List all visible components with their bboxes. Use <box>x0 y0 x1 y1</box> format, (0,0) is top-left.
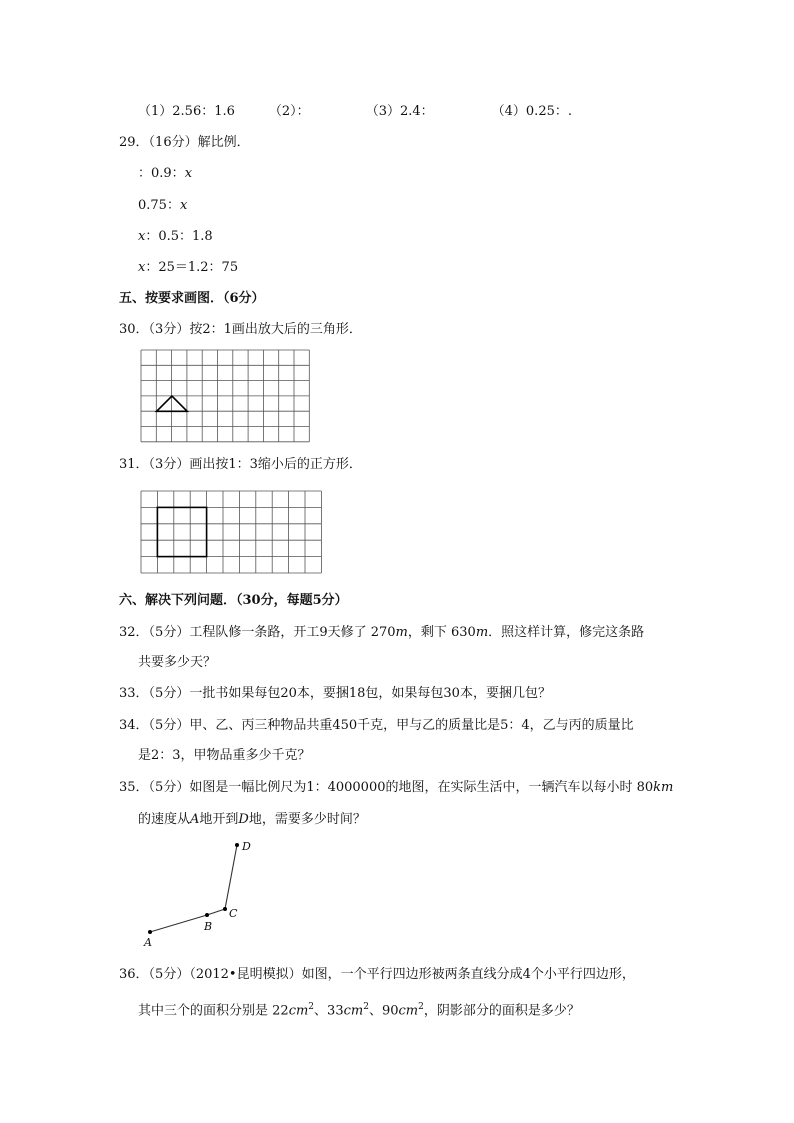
q31-grid-figure <box>141 491 326 573</box>
section-5-title: 五、按要求画图．（6分） <box>119 291 265 306</box>
q32-line-2: 共要多少天？ <box>138 655 217 670</box>
section-6-title: 六、解决下列问题．（30分，每题5分） <box>119 593 348 608</box>
q29-heading: 29．（16分）解比例． <box>119 135 250 150</box>
q31-text: 31．（3分）画出按1：3缩小后的正方形． <box>119 457 362 472</box>
q36-line-1: 36．（5分）（2012•昆明模拟）如图，一个平行四边形被两条直线分成4个小平行四边形， <box>119 967 635 982</box>
segment-bc <box>207 909 225 915</box>
q29-equation-3: x：0.5：1.8 <box>138 229 213 244</box>
q32-line-1: 32．（5分）工程队修一条路，开工9天修了 270m，剩下 630m．照这样计算，修完这条路 <box>119 625 645 640</box>
ratio-row <box>138 104 572 120</box>
q31-square <box>157 507 206 556</box>
label-d: D <box>242 840 251 853</box>
q30-grid-figure <box>141 350 313 442</box>
ratio-1: （1）2.56：1.6 <box>138 104 235 119</box>
q29-equation-4: x：25＝1.2：75 <box>138 260 239 275</box>
label-b: B <box>204 920 213 933</box>
q35-route-figure <box>138 836 268 951</box>
ratio-2: （2）： <box>268 104 310 119</box>
q33-text: 33．（5分）一批书如果每包20本，要捆18包，如果每包30本，要捆几包？ <box>119 686 551 701</box>
q29-equation-1: ：0.9：x <box>138 166 193 181</box>
segment-cd <box>225 845 237 909</box>
q34-line-2: 是2：3，甲物品重多少千克？ <box>138 748 311 763</box>
q35-line-1: 35．（5分）如图是一幅比例尺为1：4000000的地图，在实际生活中，一辆汽车以每小时 80km <box>119 780 674 795</box>
point-b <box>205 913 209 917</box>
q36-line-2: 其中三个的面积分别是 $22cm^2$、$33cm^2$、$90cm^2$，阴影部分的面积是多少？ <box>138 1002 580 1019</box>
q34-line-1: 34．（5分）甲、乙、丙三种物品共重450千克，甲与乙的质量比是5：4，乙与丙的质量比 <box>119 718 634 733</box>
ratio-3: （3）2.4： <box>365 104 434 119</box>
q30-text: 30．（3分）按2：1画出放大后的三角形． <box>119 322 362 337</box>
label-a: A <box>144 936 152 949</box>
q29-equation-2: 0.75：x <box>138 198 188 213</box>
point-a <box>148 930 152 934</box>
q35-line-2: 的速度从A地开到D地，需要多少时间？ <box>138 812 366 827</box>
point-d <box>235 843 239 847</box>
label-c: C <box>229 907 238 920</box>
ratio-4: （4）0.25：. <box>491 104 572 119</box>
point-c <box>223 907 227 911</box>
segment-ab <box>150 915 207 932</box>
